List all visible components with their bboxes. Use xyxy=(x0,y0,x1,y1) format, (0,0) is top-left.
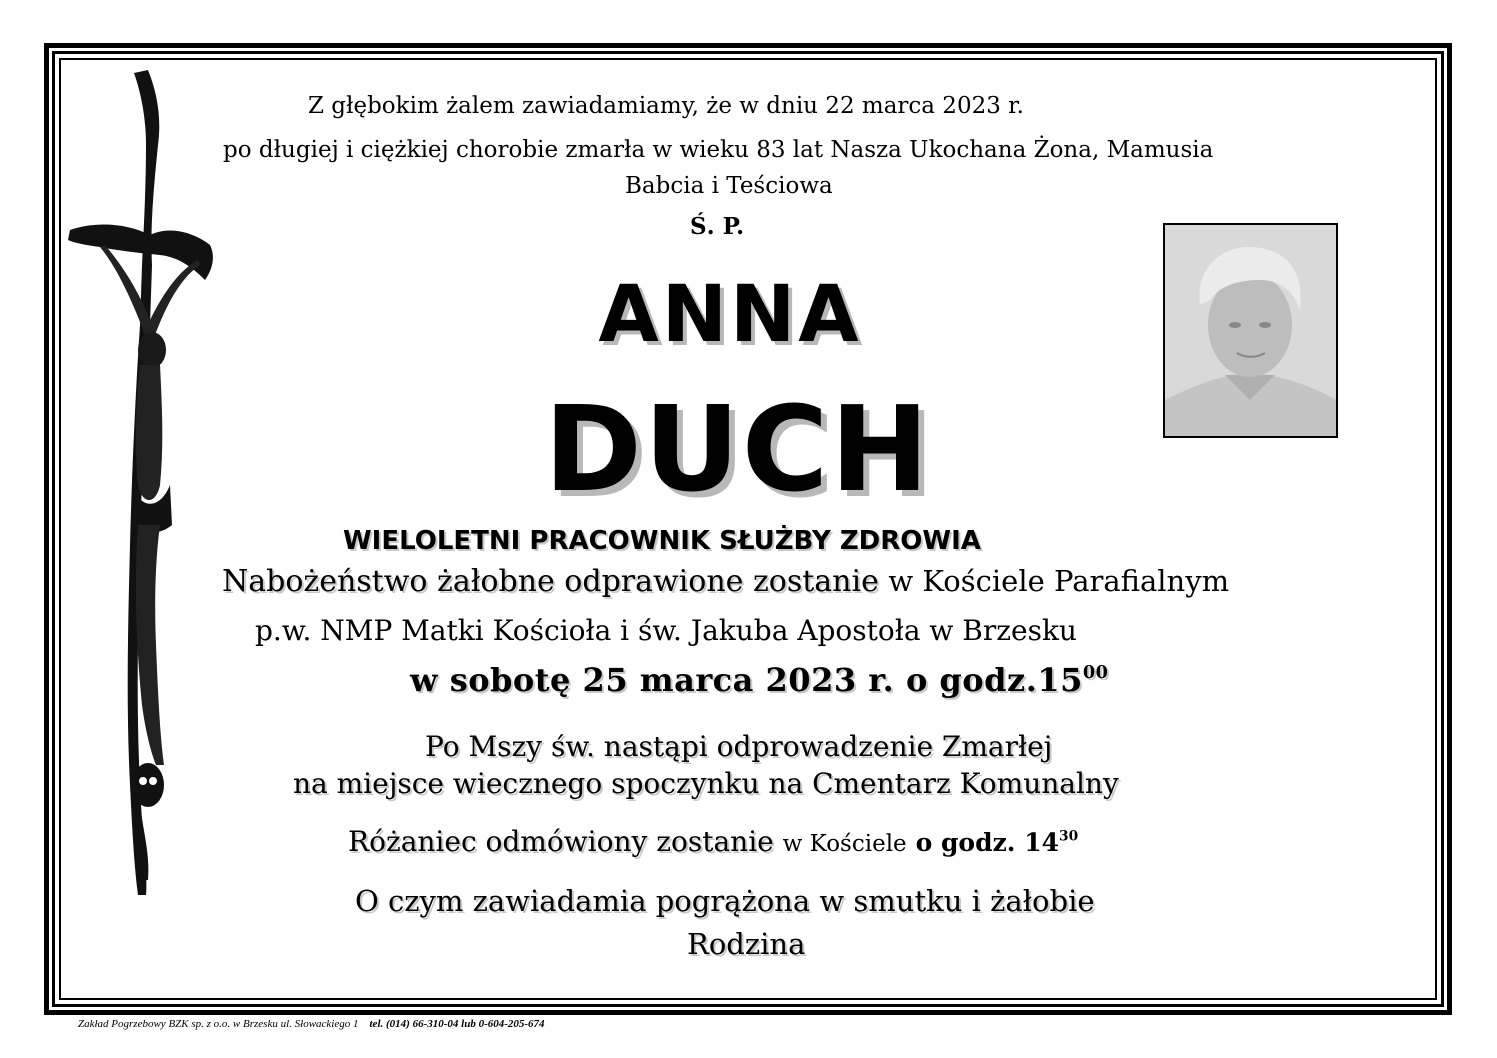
intro-line-2: po długiej i ciężkiej chorobie zmarła w wieku 83 lat Nasza Ukochana Żona, Mamusia xyxy=(223,137,1214,163)
service-line-1 xyxy=(222,564,1230,599)
rosary-time-minutes: 30 xyxy=(1059,828,1079,845)
honorific: Ś. P. xyxy=(690,213,745,240)
intro-line-3: Babcia i Teściowa xyxy=(625,173,833,199)
rosary-line xyxy=(348,825,1079,858)
service-date-text: w sobotę 25 marca 2023 r. o godz.15 xyxy=(410,661,1083,699)
service-date-minutes: 00 xyxy=(1082,661,1109,683)
service-date xyxy=(410,661,1109,699)
after-mass-line-2: na miejsce wiecznego spoczynku na Cmentarz Komunalny xyxy=(293,767,1119,800)
closing-line: O czym zawiadamia pogrążona w smutku i żałobie xyxy=(355,884,1095,918)
footer xyxy=(78,1018,545,1030)
occupation-title: WIELOLETNI PRACOWNIK SŁUŻBY ZDROWIA xyxy=(343,526,981,556)
first-name: ANNA xyxy=(598,270,862,360)
rosary-time-text: o godz. 14 xyxy=(915,828,1059,857)
last-name: DUCH xyxy=(543,380,932,518)
signature-family: Rodzina xyxy=(687,927,806,961)
footer-phone: tel. (014) 66-310-04 lub 0-604-205-674 xyxy=(369,1018,545,1030)
footer-company: Zakład Pogrzebowy BZK sp. z o.o. w Brzesku ul. Słowackiego 1 xyxy=(78,1018,359,1030)
after-mass-line-1: Po Mszy św. nastąpi odprowadzenie Zmarłej xyxy=(425,730,1053,763)
intro-line-1: Z głębokim żalem zawiadamiamy, że w dniu 22 marca 2023 r. xyxy=(308,93,1024,119)
rosary-part-a: Różaniec odmówiony zostanie xyxy=(348,825,774,858)
rosary-time xyxy=(916,828,1079,857)
rosary-part-b: w Kościele xyxy=(782,831,907,857)
service-line-1-part-b: w Kościele Parafialnym xyxy=(888,564,1230,598)
service-line-1-part-a: Nabożeństwo żałobne odprawione zostanie xyxy=(222,564,879,599)
service-line-2: p.w. NMP Matki Kościoła i św. Jakuba Apostoła w Brzesku xyxy=(255,614,1077,647)
